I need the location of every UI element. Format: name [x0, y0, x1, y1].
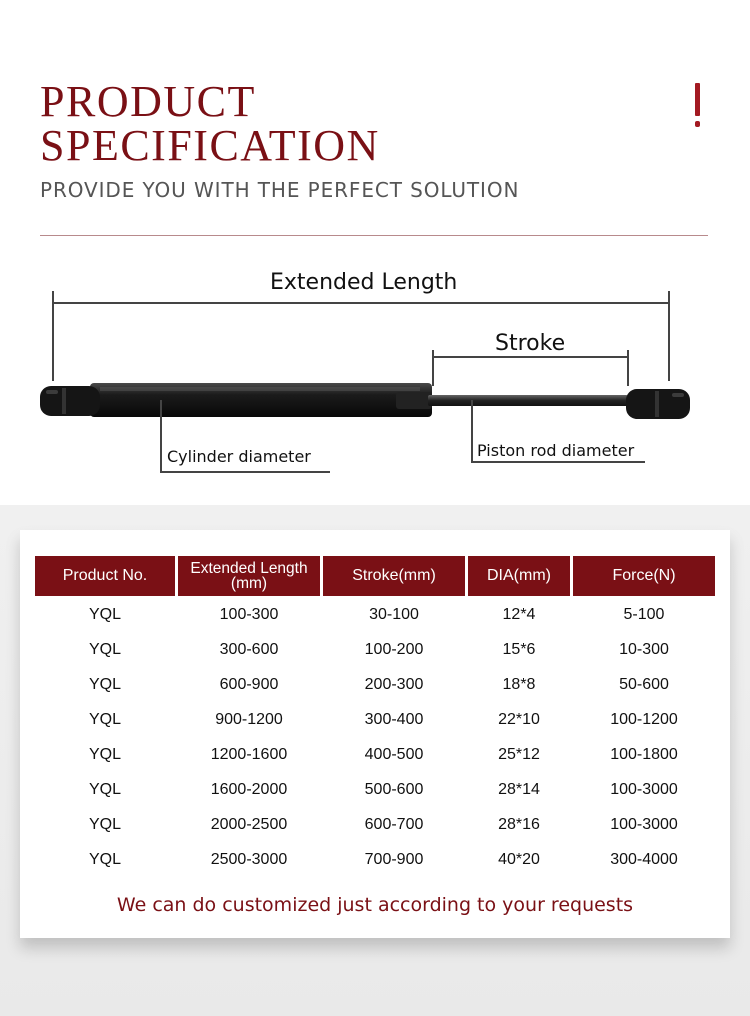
table-cell: 100-3000 — [610, 815, 678, 833]
table-cell: 15*6 — [502, 640, 536, 658]
table-cell: YQL — [88, 745, 121, 763]
spec-table — [35, 556, 715, 877]
table-cell: 300-400 — [364, 710, 424, 728]
table-row — [35, 702, 715, 737]
table-row — [35, 807, 715, 842]
table-row — [35, 597, 715, 632]
table-cell: 500-600 — [364, 780, 424, 798]
table-cell: 28*16 — [498, 815, 540, 833]
table-cell: 10-300 — [619, 640, 669, 658]
extended-length-dimension-line — [52, 302, 669, 304]
extended-length-label: Extended Length — [270, 270, 458, 295]
piston-rod-diameter-underline — [471, 461, 645, 463]
right-end-fitting — [626, 389, 690, 419]
header-dia: DIA(mm) — [468, 556, 570, 596]
table-cell: 900-1200 — [215, 710, 283, 728]
table-cell: 40*20 — [498, 850, 540, 868]
table-row — [35, 772, 715, 807]
table-cell: 12*4 — [502, 605, 536, 623]
extended-length-left-tick — [52, 291, 54, 381]
table-cell: 22*10 — [498, 710, 540, 728]
cylinder-diameter-label: Cylinder diameter — [167, 447, 311, 466]
table-header-row — [35, 556, 715, 596]
table-cell: 100-300 — [219, 605, 279, 623]
table-cell: 5-100 — [623, 605, 665, 623]
table-cell: 700-900 — [364, 850, 424, 868]
cylinder-diameter-underline — [160, 471, 330, 473]
piston-rod — [428, 395, 628, 406]
page-subtitle: PROVIDE YOU WITH THE PERFECT SOLUTION — [40, 178, 520, 202]
customization-note: We can do customized just according to your requests — [116, 894, 634, 916]
header-divider — [40, 235, 708, 236]
page-title-line-2: SPECIFICATION — [40, 121, 380, 170]
cylinder-body — [90, 383, 432, 417]
table-cell: YQL — [88, 780, 121, 798]
cylinder-diameter-leader — [160, 400, 162, 472]
table-cell: 100-3000 — [610, 780, 678, 798]
table-row — [35, 842, 715, 877]
header-stroke: Stroke(mm) — [323, 556, 465, 596]
table-cell: 600-900 — [219, 675, 279, 693]
piston-rod-diameter-leader — [471, 400, 473, 462]
table-cell: YQL — [88, 710, 121, 728]
table-cell: 30-100 — [369, 605, 419, 623]
table-cell: YQL — [88, 605, 121, 623]
gas-spring-illustration — [0, 370, 750, 440]
table-cell: 300-4000 — [610, 850, 678, 868]
table-cell: 200-300 — [364, 675, 424, 693]
table-row — [35, 737, 715, 772]
table-cell: YQL — [88, 815, 121, 833]
table-cell: 28*14 — [498, 780, 540, 798]
table-cell: 600-700 — [364, 815, 424, 833]
header-product-no: Product No. — [35, 556, 175, 596]
table-cell: 100-1200 — [610, 710, 678, 728]
table-cell: 1600-2000 — [210, 780, 288, 798]
table-cell: 300-600 — [219, 640, 279, 658]
table-cell: YQL — [88, 850, 121, 868]
exclamation-icon — [695, 83, 700, 129]
table-cell: 2500-3000 — [210, 850, 288, 868]
table-cell: 100-1800 — [610, 745, 678, 763]
table-cell: 50-600 — [619, 675, 669, 693]
table-cell: 2000-2500 — [210, 815, 288, 833]
table-cell: 100-200 — [364, 640, 424, 658]
stroke-dimension-line — [432, 356, 628, 358]
header-extended-length: Extended Length (mm) — [178, 556, 320, 596]
table-cell: YQL — [88, 640, 121, 658]
table-row — [35, 667, 715, 702]
table-cell: YQL — [88, 675, 121, 693]
extended-length-right-tick — [668, 291, 670, 381]
table-cell: 18*8 — [502, 675, 536, 693]
table-row — [35, 632, 715, 667]
table-cell: 1200-1600 — [210, 745, 288, 763]
table-cell: 400-500 — [364, 745, 424, 763]
left-end-fitting — [40, 386, 100, 416]
stroke-label: Stroke — [495, 331, 566, 356]
header-force: Force(N) — [573, 556, 715, 596]
page-title-line-1: PRODUCT — [40, 77, 256, 126]
table-cell: 25*12 — [498, 745, 540, 763]
piston-rod-diameter-label: Piston rod diameter — [477, 441, 635, 460]
